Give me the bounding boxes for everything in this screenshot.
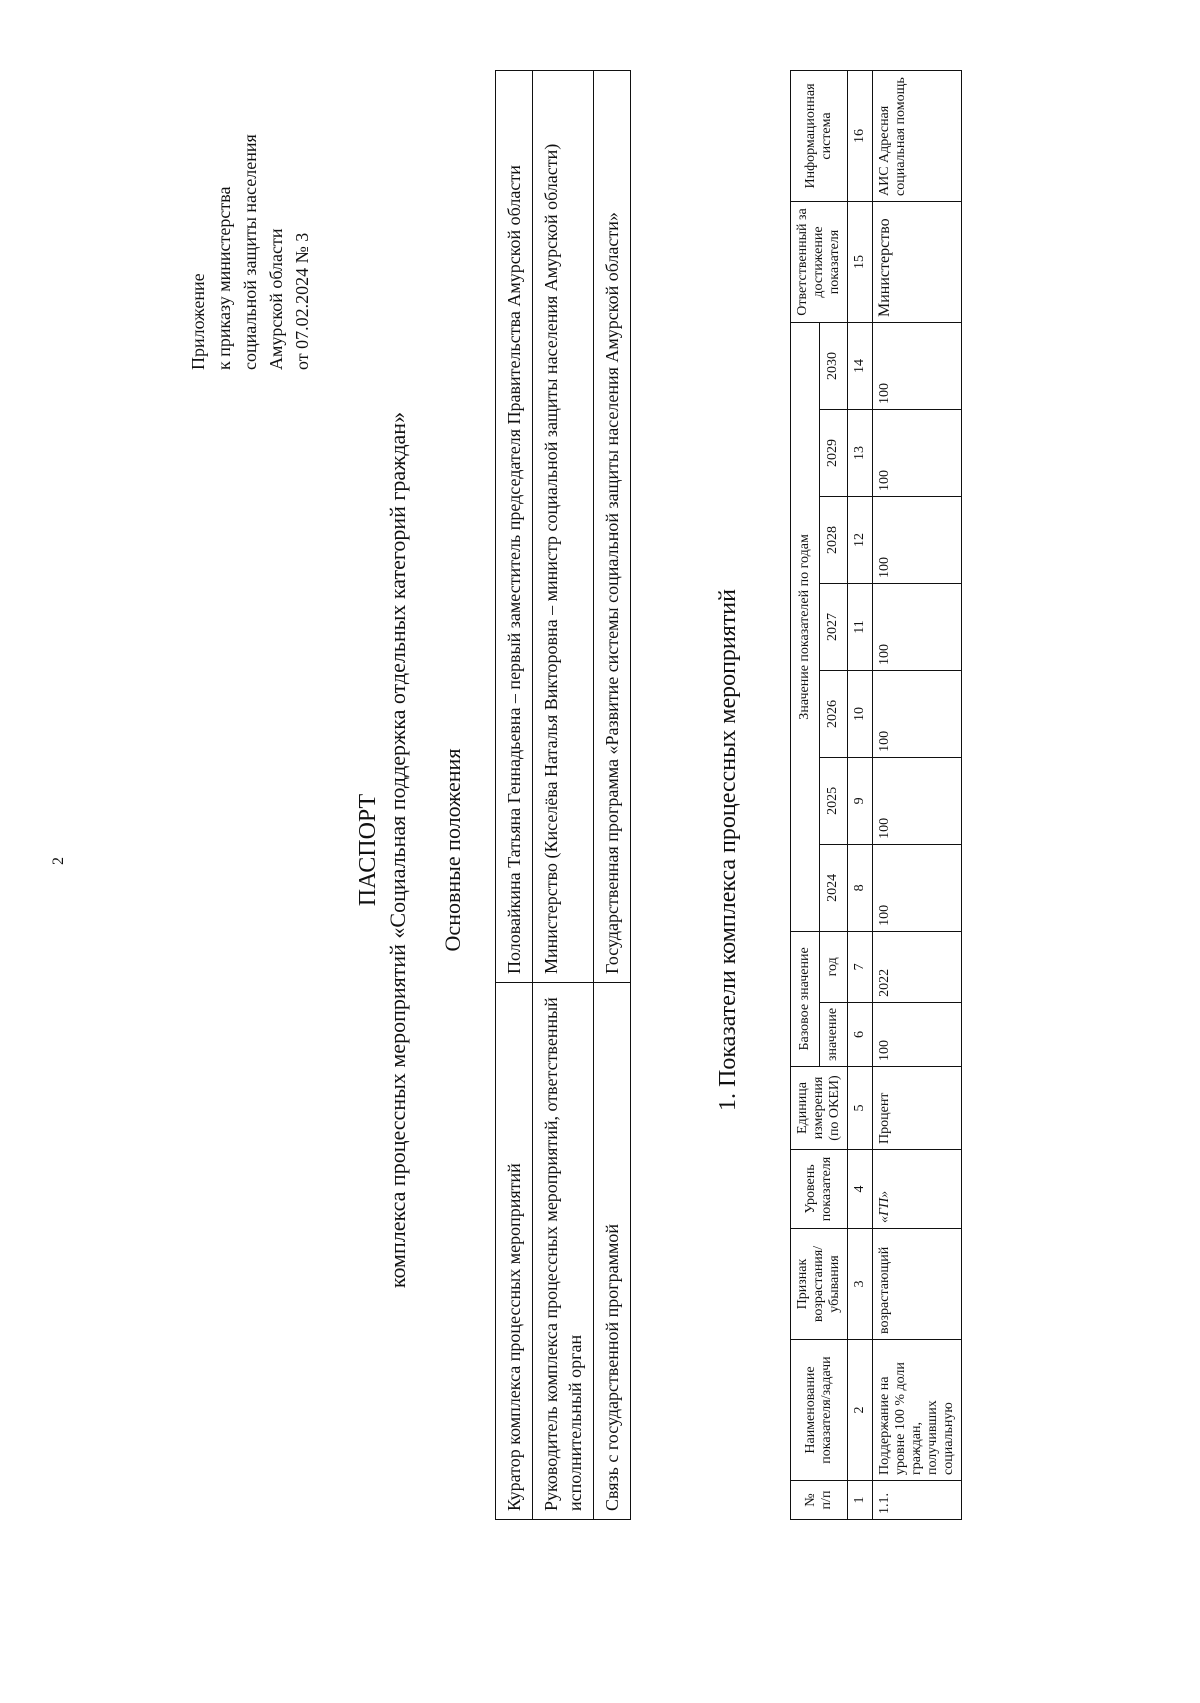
annex-line: социальной защиты населения [240, 134, 260, 370]
annex-block [185, 134, 315, 370]
col-number: 15 [848, 202, 873, 323]
header-level: Уровень показателя [791, 1150, 848, 1229]
row-base-value: 100 [873, 1002, 962, 1066]
col-number: 4 [848, 1150, 873, 1229]
row-unit: Процент [873, 1067, 962, 1150]
header-sign: Признак возрастания/убывания [791, 1229, 848, 1340]
col-number: 8 [848, 844, 873, 931]
row-sign: возрастающий [873, 1229, 962, 1340]
table-row [594, 71, 631, 1520]
col-number: 2 [848, 1340, 873, 1481]
header-values-by-year: Значение показателей по годам [791, 323, 820, 932]
col-number: 5 [848, 1067, 873, 1150]
col-number: 14 [848, 323, 873, 410]
document-sheet [0, 40, 1100, 1660]
row-year-value: 100 [873, 410, 962, 497]
document-title: ПАСПОРТ [355, 793, 381, 907]
header-base-year: год [819, 931, 848, 1002]
col-number: 10 [848, 670, 873, 757]
annex-line: от 07.02.2024 № 3 [292, 232, 312, 370]
header-year: 2030 [819, 323, 848, 410]
annex-line: к приказу министерства [214, 186, 234, 370]
row-year-value: 100 [873, 844, 962, 931]
row-label: Руководитель комплекса процессных мероприятий, ответственный исполнительный орган [533, 983, 594, 1520]
section-heading-indicators: 1. Показатели комплекса процессных мероприятий [715, 589, 741, 1112]
table-row [873, 71, 962, 1520]
row-year-value: 100 [873, 583, 962, 670]
header-responsible: Ответственный за достижение показателя [791, 202, 848, 323]
col-number: 16 [848, 71, 873, 202]
main-provisions-table [495, 70, 631, 1520]
row-label: Куратор комплекса процессных мероприятий [496, 983, 533, 1520]
header-base-value: значение [819, 1002, 848, 1066]
header-base: Базовое значение [791, 931, 820, 1066]
col-number: 13 [848, 410, 873, 497]
header-year: 2029 [819, 410, 848, 497]
section-heading-main: Основные положения [440, 748, 465, 952]
row-num: 1.1. [873, 1481, 962, 1520]
col-number: 6 [848, 1002, 873, 1066]
row-label: Связь с государственной программой [594, 983, 631, 1520]
indicators-table [790, 70, 962, 1520]
header-year: 2027 [819, 583, 848, 670]
col-number: 3 [848, 1229, 873, 1340]
header-row [791, 71, 820, 1520]
row-value: Министерство (Киселёва Наталья Викторовна – министр социальной защиты населения Амурской области) [533, 71, 594, 983]
header-system: Информационная система [791, 71, 848, 202]
header-num: № п/п [791, 1481, 848, 1520]
header-year: 2026 [819, 670, 848, 757]
col-number: 7 [848, 931, 873, 1002]
row-year-value: 100 [873, 323, 962, 410]
row-responsible: Министерство [873, 202, 962, 323]
row-year-value: 100 [873, 757, 962, 844]
header-unit: Единица измерения (по ОКЕИ) [791, 1067, 848, 1150]
row-year-value: 100 [873, 497, 962, 584]
document-subtitle: комплекса процессных мероприятий «Социальная поддержка отдельных категорий граждан» [385, 411, 410, 1289]
header-year: 2025 [819, 757, 848, 844]
header-year: 2024 [819, 844, 848, 931]
col-number: 9 [848, 757, 873, 844]
annex-line: Амурской области [266, 228, 286, 370]
page-number: 2 [50, 857, 67, 865]
column-number-row [848, 71, 873, 1520]
row-value: Государственная программа «Развитие системы социальной защиты населения Амурской области» [594, 71, 631, 983]
col-number: 12 [848, 497, 873, 584]
table-row [496, 71, 533, 1520]
row-name: Поддержание на уровне 100 % доли граждан, получивших социальную [873, 1340, 962, 1481]
row-year-value: 100 [873, 670, 962, 757]
row-level: «ГП» [873, 1150, 962, 1229]
col-number: 1 [848, 1481, 873, 1520]
table-row [533, 71, 594, 1520]
col-number: 11 [848, 583, 873, 670]
row-value: Половайкина Татьяна Геннадьевна – первый заместитель председателя Правительства Амурской области [496, 71, 533, 983]
header-year: 2028 [819, 497, 848, 584]
row-base-year: 2022 [873, 931, 962, 1002]
header-name: Наименование показателя/задачи [791, 1340, 848, 1481]
annex-line: Приложение [188, 273, 208, 370]
row-system: АИС Адресная социальная помощь [873, 71, 962, 202]
